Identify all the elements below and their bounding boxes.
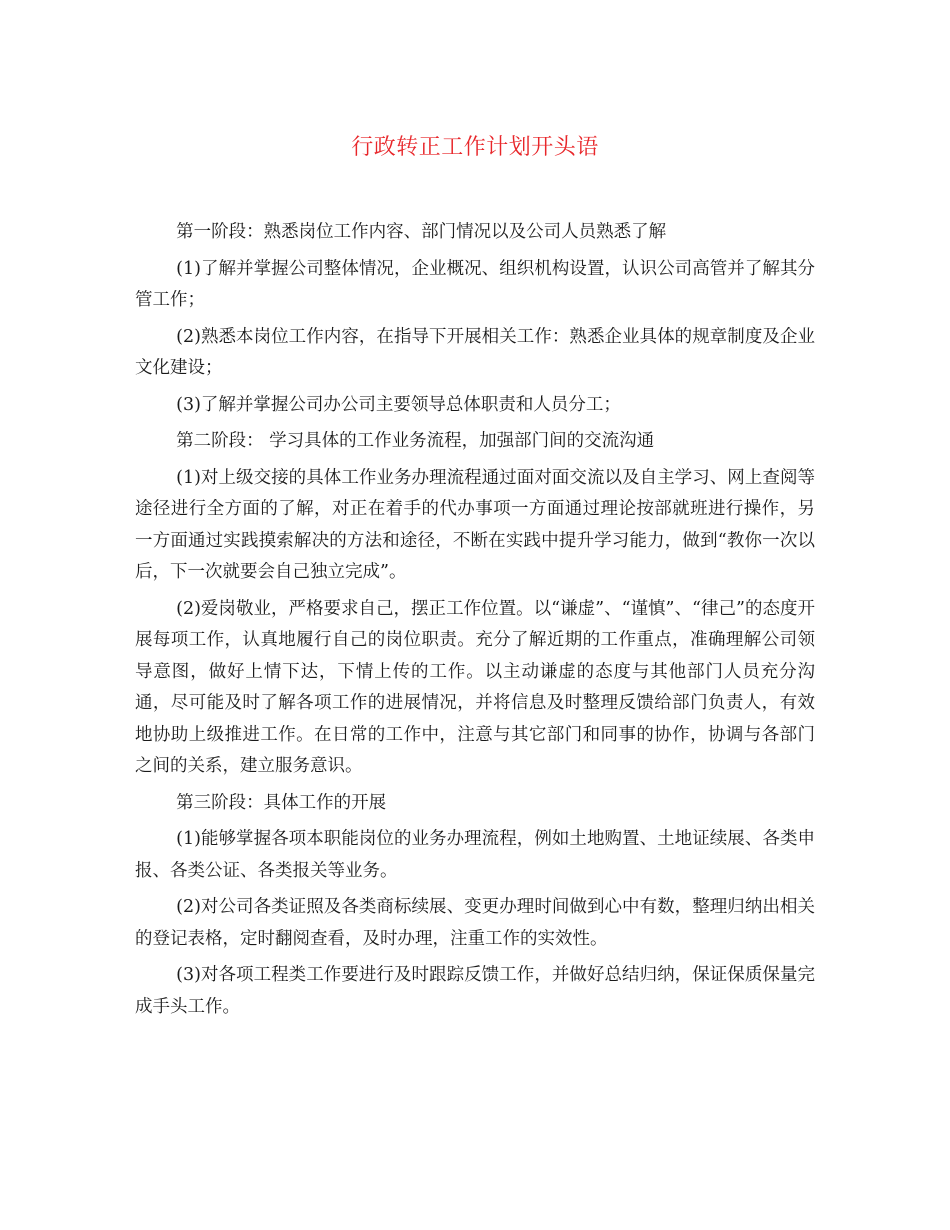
stage-two-heading: 第二阶段： 学习具体的工作业务流程，加强部门间的交流沟通: [176, 431, 655, 451]
document-body: [135, 217, 815, 1028]
stage-one-item-1: (1)了解并掌握公司整体情况，企业概况、组织机构设置，认识公司高管并了解其分管工作；: [135, 258, 815, 310]
stage-three-item-2: (2)对公司各类证照及各类商标续展、变更办理时间做到心中有数，整理归纳出相关的登记表格，定时翻阅查看，及时办理，注重工作的实效性。: [135, 897, 815, 949]
document-title: 行政转正工作计划开头语: [351, 135, 599, 160]
stage-two-item-1: (1)对上级交接的具体工作业务办理流程通过面对面交流以及自主学习、网上查阅等途径进行全方面的了解，对正在着手的代办事项一方面通过理论按部就班进行操作，另一方面通过实践摸索解决的方法和途径，不断在实践中提升学习能力，做到“教你一次以后，下一次就要会自己独立完成”。: [135, 467, 815, 582]
stage-one-heading: 第一阶段：熟悉岗位工作内容、部门情况以及公司人员熟悉了解: [176, 222, 667, 242]
stage-one-item-2: (2)熟悉本岗位工作内容，在指导下开展相关工作：熟悉企业具体的规章制度及企业文化建设；: [135, 326, 815, 378]
stage-three-item-1: (1)能够掌握各项本职能岗位的业务办理流程，例如土地购置、土地证续展、各类申报、各类公证、各类报关等业务。: [135, 829, 815, 881]
stage-three-item-3: (3)对各项工程类工作要进行及时跟踪反馈工作，并做好总结归纳，保证保质保量完成手头工作。: [135, 965, 815, 1017]
stage-three-heading: 第三阶段：具体工作的开展: [176, 792, 387, 813]
stage-one-item-3: (3)了解并掌握公司办公司主要领导总体职责和人员分工；: [176, 394, 621, 415]
stage-two-item-2: (2)爱岗敬业，严格要求自己，摆正工作位置。以“谦虚”、“谨慎”、“律己”的态度开展每项工作，认真地履行自己的岗位职责。充分了解近期的工作重点，准确理解公司领导意图，做好上情下达，下情上传的工作。以主动谦虚的态度与其他部门人员充分沟通，尽可能及时了解各项工作的进展情况，并将信息及时整理反馈给部门负责人，有效地协助上级推进工作。在日常的工作中，注意与其它部门和同事的协作，协调与各部门之间的关系，建立服务意识。: [135, 598, 815, 776]
